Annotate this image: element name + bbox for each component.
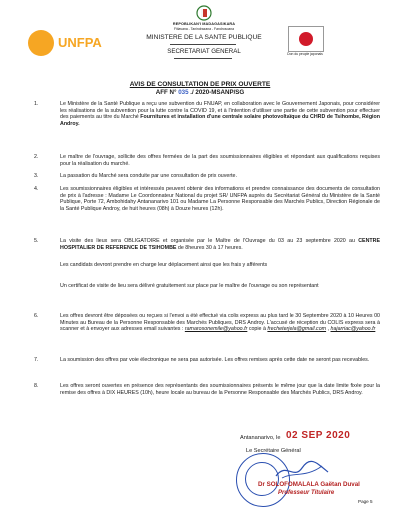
notice-item-3: La passation du Marché sera conduite par une consultation de prix ouverte. <box>60 173 237 179</box>
notice-item-2: Le maître de l'ouvrage, sollicite des offres fermées de la part des soumissionnaires éligibles et répondant aux qualifications requises pour la réalisation du marché. <box>60 154 380 167</box>
notice-item-6: Les offres devront être déposées ou reçues si l'envoi a été effectué via colis express au plus tard le 30 Septembre 2020 à 10 Heures 00 Minutes au Bureau de la Personne Responsable des Marchés Publiques, DRS Androy. L'accusé de réception du COLIS express sera à scanner et à envoyer aux adresses email suivantes : ramarosonemile@yahoo.fr copie à frecheterjela@gmail.com , hajarriac@yahoo.fr <box>60 313 380 333</box>
unfpa-emblem-icon <box>28 30 54 56</box>
item-number: 6. <box>34 313 39 319</box>
aff-number: 035 <box>178 89 189 96</box>
item-number: 2. <box>34 154 39 160</box>
notice-item-5: La visite des lieux sera OBLIGATOIRE et organisée par le Maître de l'Ouvrage du 03 au 23 septembre 2020 au CENTRE HOSPITALIER DE REFERENCE DE TSIHOMBE de 8heures 30 à 17 heures. <box>60 238 380 251</box>
signatory-name: Dr SOLOFOMALALA Gaëtan Duval <box>258 481 360 488</box>
flag-caption: Don du peuple japonais <box>287 52 323 56</box>
notice-item-1: Le Ministère de la Santé Publique a reçu une subvention du FNUAP, en collaboration avec le Gouvernement Japonais, pour considérer les réalisations de la subvention pour la lutte contre la COVID 19, et à l'intention d'utiliser une partie de cette subvention pour effectuer des paiements au titre du Marché Fournitures et installation d'une centrale solaire photovoltaïque du CHRD de Tsihombe, Région Androy. <box>60 101 380 127</box>
unfpa-logo <box>28 30 120 56</box>
notice-title: AVIS DE CONSULTATION DE PRIX OUVERTE <box>129 81 271 88</box>
page-number: Page 5 <box>358 499 373 504</box>
item-number: 3. <box>34 173 39 179</box>
notice-item-4: Les soumissionnaires éligibles et intéressés peuvent obtenir des informations et prendre connaissance des documents de consultation de prix à l'adresse : Madame Le Coordonnateur National du projet SR/ UNFPA auprès du Secrétariat Général du Ministère de la Santé Publique, Porte 72, Ambohidahy Antananarivo 101 ou Madame La Personne Responsable des Marchés Publics, Direction Régionale de la Santé Publique Androy, de huit heures (08h) à Douze heures (12h). <box>60 186 380 212</box>
notice-item-5-note: Les candidats devront prendre en charge leur déplacement ainsi que les frais y afférents <box>60 262 268 268</box>
email-link[interactable]: ramarosonemile@yahoo.fr <box>184 326 248 333</box>
item-number: 7. <box>34 357 39 363</box>
unfpa-logo-text: UNFPA <box>58 35 102 50</box>
republic-motto: Fitiavana - Tanindrazana - Fandrosoana <box>173 27 235 31</box>
item-number: 5. <box>34 238 39 244</box>
republic-name: REPOBLIKAN'I MADAGASIKARA <box>172 22 236 26</box>
signatory-role: Le Secrétaire Général <box>246 448 301 454</box>
header-divider <box>174 58 232 59</box>
signature-city: Antananarivo, le <box>240 435 281 441</box>
japan-flag-icon <box>288 26 324 52</box>
republic-header <box>150 22 258 31</box>
item-number: 4. <box>34 186 39 192</box>
notice-item-5-certificate: Un certificat de visite de lieu sera délivré gratuitement sur place par le maître de l'ouvrage ou son représentant <box>60 283 319 289</box>
handwritten-signature-icon <box>272 458 332 482</box>
madagascar-emblem-icon <box>193 4 215 22</box>
date-stamp: 02 SEP 2020 <box>286 430 351 441</box>
aff-number-line: AFF N° 035 ./ 2020-MSANP/SG <box>155 89 245 96</box>
notice-item-7: La soumission des offres par voie électronique ne sera pas autorisée. Les offres remises après cette date ne seront pas recevables. <box>60 357 370 363</box>
header-divider <box>170 44 236 45</box>
secretariat-name: SECRETARIAT GENERAL <box>167 48 241 55</box>
email-link[interactable]: frecheterjela@gmail.com <box>267 326 327 333</box>
notice-item-8: Les offres seront ouvertes en présence des représentants des soumissionnaires présents le même jour que la date limite fixée pour la remise des offres à DIX HEURES (10h), heure locale au bureau de la Personne Responsable des Marchés Publics, DRS Androy. <box>60 383 380 396</box>
signatory-title: Professeur Titulaire <box>278 490 335 496</box>
item-number: 1. <box>34 101 39 107</box>
item-number: 8. <box>34 383 39 389</box>
email-link[interactable]: hajarriac@yahoo.fr <box>330 326 376 333</box>
ministry-name: MINISTERE DE LA SANTE PUBLIQUE <box>146 34 262 41</box>
